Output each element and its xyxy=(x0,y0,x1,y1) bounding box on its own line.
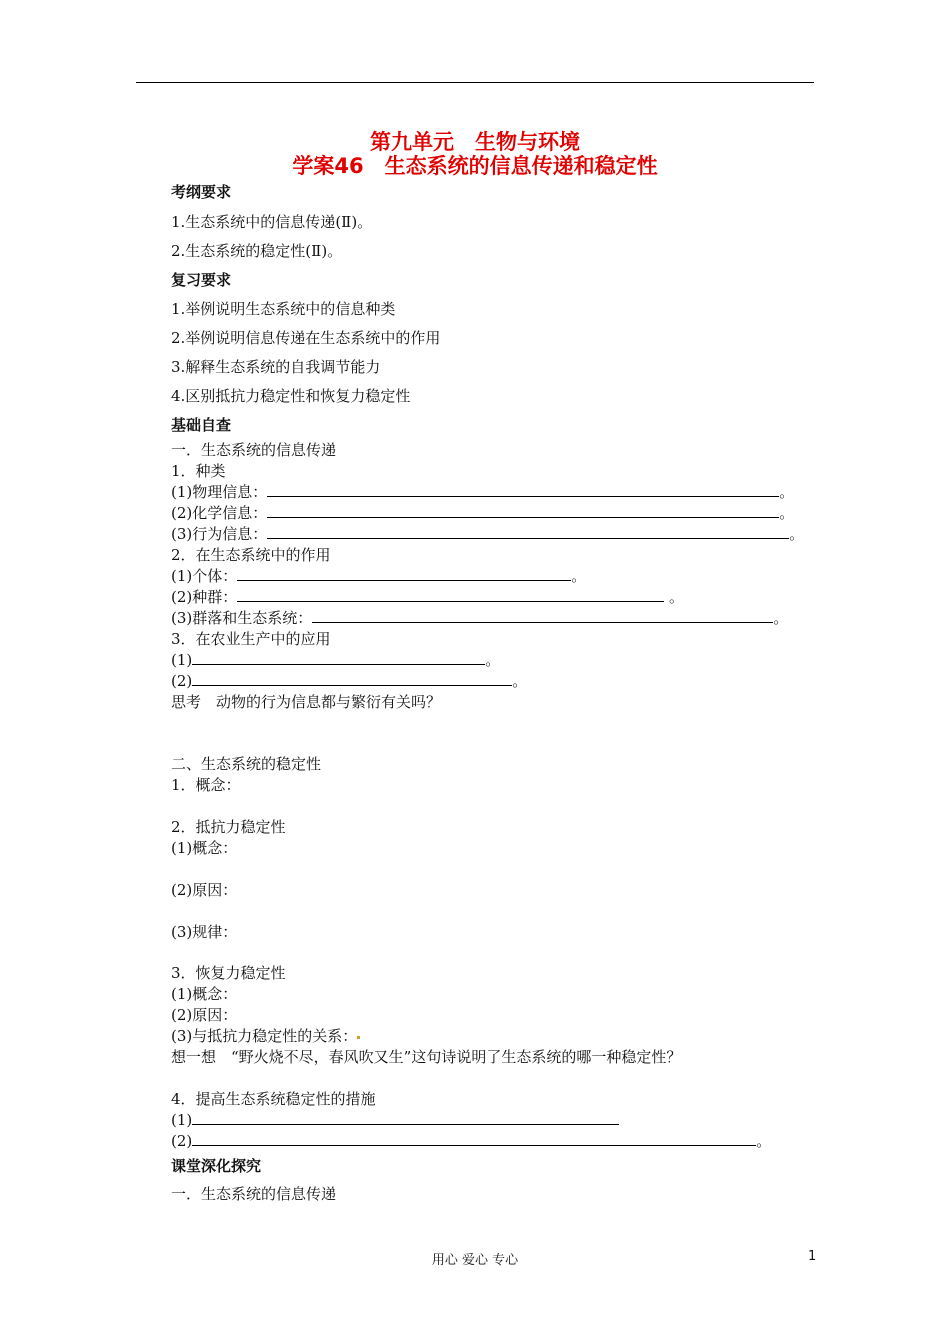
population-blank[interactable] xyxy=(237,587,664,602)
ketang-heading: 课堂深化探究 xyxy=(171,1157,262,1175)
ketang-part-1: 一．生态系统的信息传递 xyxy=(171,1185,337,1203)
period-mark: 。 xyxy=(773,609,789,627)
period-mark: 。 xyxy=(779,504,795,522)
period-mark: 。 xyxy=(485,651,501,669)
chemical-info-label: (2)化学信息： xyxy=(171,504,268,522)
unit-title: 第九单元 生物与环境 xyxy=(370,130,580,154)
lesson-title: 学案46 生态系统的信息传递和稳定性 xyxy=(292,154,658,178)
fuxi-item-3: 3.解释生态系统的自我调节能力 xyxy=(171,358,381,376)
population-row xyxy=(171,587,684,607)
measure-row-2 xyxy=(171,1131,771,1151)
agriculture-row-2 xyxy=(171,671,527,691)
think-question: 思考 动物的行为信息都与繁衍有关吗？ xyxy=(171,693,442,711)
info-section-title: 一．生态系统的信息传递 xyxy=(171,441,337,459)
agriculture-title: 3．在农业生产中的应用 xyxy=(171,630,331,648)
resistance-reason: (2)原因： xyxy=(171,881,238,899)
jichu-heading: 基础自查 xyxy=(171,416,232,434)
agriculture-label-2: (2) xyxy=(171,672,193,690)
period-mark: 。 xyxy=(779,483,795,501)
fuxi-heading: 复习要求 xyxy=(171,271,232,289)
marker-dot xyxy=(357,1036,360,1039)
kaogang-item-1: 1.生态系统中的信息传递(Ⅱ)。 xyxy=(171,213,373,231)
behavior-info-label: (3)行为信息： xyxy=(171,525,268,543)
agriculture-blank-2[interactable] xyxy=(192,671,512,686)
measure-blank-1[interactable] xyxy=(192,1110,619,1125)
period-mark: 。 xyxy=(512,672,528,690)
kaogang-item-2: 2.生态系统的稳定性(Ⅱ)。 xyxy=(171,242,343,260)
agriculture-blank-1[interactable] xyxy=(192,650,485,665)
stability-section-title: 二、生态系统的稳定性 xyxy=(171,755,322,773)
period-mark: 。 xyxy=(669,588,685,606)
behavior-info-row xyxy=(171,524,804,544)
measure-label-2: (2) xyxy=(171,1132,193,1150)
physical-info-blank[interactable] xyxy=(267,482,779,497)
period-mark: 。 xyxy=(571,567,587,585)
community-label: (3)群落和生态系统： xyxy=(171,609,313,627)
types-title: 1．种类 xyxy=(171,462,226,480)
individual-label: (1)个体： xyxy=(171,567,238,585)
header-rule xyxy=(136,82,814,83)
resilience-relation-row xyxy=(171,1026,360,1046)
fuxi-item-1: 1.举例说明生态系统中的信息种类 xyxy=(171,300,396,318)
period-mark: 。 xyxy=(789,525,805,543)
colon-mark: ： xyxy=(342,1027,358,1045)
page-number: 1 xyxy=(808,1249,817,1264)
fuxi-item-2: 2.举例说明信息传递在生态系统中的作用 xyxy=(171,329,441,347)
physical-info-row xyxy=(171,482,794,502)
population-label: (2)种群： xyxy=(171,588,238,606)
stability-concept: 1．概念： xyxy=(171,776,241,794)
resistance-concept: (1)概念： xyxy=(171,839,238,857)
individual-blank[interactable] xyxy=(237,566,571,581)
resilience-relation: (3)与抵抗力稳定性的关系 xyxy=(171,1027,343,1045)
fuxi-item-4: 4.区别抵抗力稳定性和恢复力稳定性 xyxy=(171,387,411,405)
measures-title: 4．提高生态系统稳定性的措施 xyxy=(171,1090,376,1108)
agriculture-row-1 xyxy=(171,650,500,670)
individual-row xyxy=(171,566,586,586)
period-mark: 。 xyxy=(756,1132,772,1150)
behavior-info-blank[interactable] xyxy=(267,524,789,539)
measure-blank-2[interactable] xyxy=(192,1131,756,1146)
resistance-title: 2．抵抗力稳定性 xyxy=(171,818,286,836)
page-footer: 用心 爱心 专心 xyxy=(431,1253,519,1268)
measure-label-1: (1) xyxy=(171,1111,193,1129)
chemical-info-row xyxy=(171,503,794,523)
community-blank[interactable] xyxy=(312,608,773,623)
kaogang-heading: 考纲要求 xyxy=(171,183,232,201)
resilience-reason: (2)原因： xyxy=(171,1006,238,1024)
agriculture-label-1: (1) xyxy=(171,651,193,669)
role-title: 2．在生态系统中的作用 xyxy=(171,546,331,564)
physical-info-label: (1)物理信息： xyxy=(171,483,268,501)
measure-row-1 xyxy=(171,1110,619,1130)
chemical-info-blank[interactable] xyxy=(267,503,779,518)
resilience-concept: (1)概念： xyxy=(171,985,238,1003)
community-row xyxy=(171,608,788,628)
resistance-rule: (3)规律： xyxy=(171,923,238,941)
think-again-question: 想一想 “野火烧不尽，春风吹又生”这句诗说明了生态系统的哪一种稳定性？ xyxy=(171,1048,682,1066)
resilience-title: 3．恢复力稳定性 xyxy=(171,964,286,982)
